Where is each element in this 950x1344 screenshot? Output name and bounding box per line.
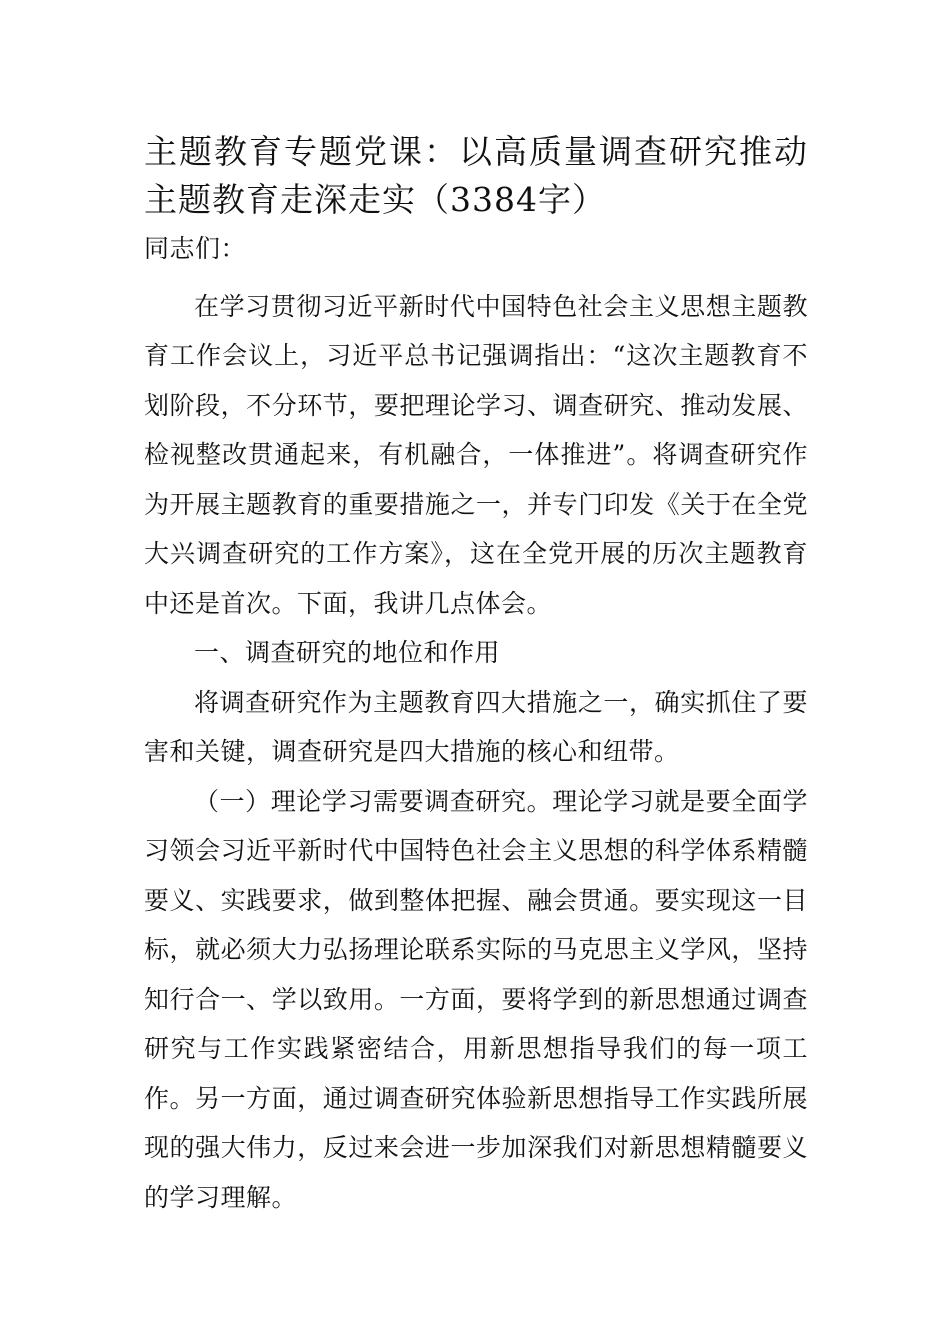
salutation: 同志们： xyxy=(144,234,247,263)
paragraph-intro: 在学习贯彻习近平新时代中国特色社会主义思想主题教育工作会议上，习近平总书记强调指出：“这次主题教育不划阶段，不分环节，要把理论学习、调查研究、推动发展、检视整改贯通起来，有机融合，一体推进”。将调查研究作为开展主题教育的重要措施之一，并专门印发《关于在全党大兴调查研究的工作方案》，这在全党开展的历次主题教育中还是首次。下面，我讲几点体会。 xyxy=(144,291,808,618)
paragraph-section-1-intro: 将调查研究作为主题教育四大措施之一，确实抓住了要害和关键，调查研究是四大措施的核心和纽带。 xyxy=(144,687,808,766)
paragraph-subsection-1: （一）理论学习需要调查研究。理论学习就是要全面学习领会习近平新时代中国特色社会主义思想的科学体系精髓要义、实践要求，做到整体把握、融会贯通。要实现这一目标，就必须大力弘扬理论联系实际的马克思主义学风，坚持知行合一、学以致用。一方面，要将学到的新思想通过调查研究与工作实践紧密结合，用新思想指导我们的每一项工作。另一方面，通过调查研究体验新思想指导工作实践所展现的强大伟力，反过来会进一步加深我们对新思想精髓要义的学习理解。 xyxy=(144,786,808,1212)
document-content xyxy=(144,128,808,1222)
section-heading-1: 一、调查研究的地位和作用 xyxy=(194,638,501,667)
document-title: 主题教育专题党课：以高质量调查研究推动主题教育走深走实（3384字） xyxy=(144,132,808,219)
